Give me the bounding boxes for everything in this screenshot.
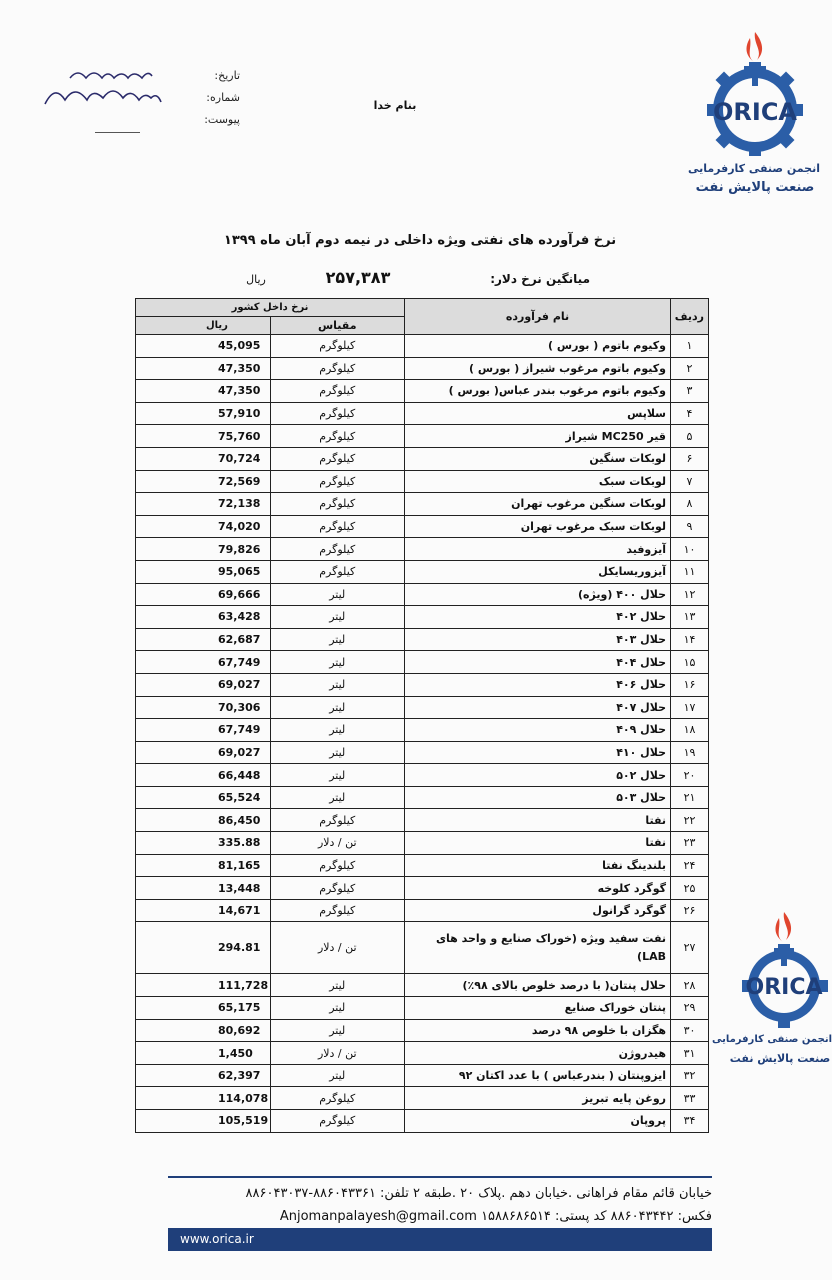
table-row	[136, 380, 709, 403]
product-price: 47,350	[136, 380, 271, 403]
product-price: 80,692	[136, 1019, 271, 1042]
product-name: روغن پایه تبریز	[405, 1087, 671, 1110]
product-unit: لیتر	[270, 1064, 405, 1087]
dollar-rate-unit: ریال	[246, 273, 266, 286]
row-number: ۲۶	[671, 899, 709, 922]
header-price: ریال	[136, 317, 271, 335]
product-price: 75,760	[136, 425, 271, 448]
product-unit: لیتر	[270, 974, 405, 997]
table-row	[136, 628, 709, 651]
row-number: ۶	[671, 447, 709, 470]
product-name: لوبکات سبک	[405, 470, 671, 493]
product-unit: کیلوگرم	[270, 560, 405, 583]
product-unit: لیتر	[270, 651, 405, 674]
product-name: پنتان خوراک صنایع	[405, 997, 671, 1020]
product-name: هیدروژن	[405, 1042, 671, 1065]
svg-text:ORICA: ORICA	[745, 975, 823, 1000]
product-price: 65,524	[136, 786, 271, 809]
row-number: ۲۸	[671, 974, 709, 997]
row-number: ۲۰	[671, 764, 709, 787]
product-name: حلال ۴۰۰ (ویژه)	[405, 583, 671, 606]
logo-caption-2: صنعت پالایش نفت	[695, 180, 815, 195]
product-name: لوبکات سنگین مرغوب تهران	[405, 493, 671, 516]
product-price: 294.81	[136, 922, 271, 974]
table-row	[136, 538, 709, 561]
product-price: 62,687	[136, 628, 271, 651]
product-name: بلندینگ نفتا	[405, 854, 671, 877]
table-row	[136, 786, 709, 809]
header-product-name: نام فرآورده	[405, 299, 671, 335]
product-unit: لیتر	[270, 583, 405, 606]
table-row	[136, 470, 709, 493]
product-price: 67,749	[136, 651, 271, 674]
table-row	[136, 997, 709, 1020]
product-price: 72,138	[136, 493, 271, 516]
logo-side-wordmark	[728, 970, 832, 1000]
row-number: ۱۲	[671, 583, 709, 606]
price-table	[135, 298, 709, 1133]
attachment-line	[95, 132, 140, 133]
logo-side-caption-2: صنعت پالایش نفت	[729, 1052, 831, 1065]
product-price: 66,448	[136, 764, 271, 787]
document-title: نرخ فرآورده های نفتی ویژه داخلی در نیمه دوم آبان ماه ۱۳۹۹	[223, 233, 617, 248]
product-price: 69,666	[136, 583, 271, 606]
footer-address: خیابان قائم مقام فراهانی .خیابان دهم .پلاک ۲۰ .طبقه ۲ تلفن: ۸۸۶۰۴۳۳۶۱-۸۸۶۰۴۳۰۳۷	[245, 1186, 712, 1201]
product-unit: تن / دلار	[270, 832, 405, 855]
product-unit: تن / دلار	[270, 1042, 405, 1065]
gear-icon	[690, 30, 820, 160]
table-row	[136, 1042, 709, 1065]
product-unit: لیتر	[270, 719, 405, 742]
product-unit: کیلوگرم	[270, 425, 405, 448]
product-price: 79,826	[136, 538, 271, 561]
price-table-body	[136, 335, 709, 1133]
row-number: ۲۲	[671, 809, 709, 832]
product-unit: لیتر	[270, 764, 405, 787]
product-unit: کیلوگرم	[270, 899, 405, 922]
table-row	[136, 854, 709, 877]
product-name: حلال ۴۱۰	[405, 741, 671, 764]
row-number: ۱۱	[671, 560, 709, 583]
table-row	[136, 832, 709, 855]
product-price: 62,397	[136, 1064, 271, 1087]
row-number: ۱۴	[671, 628, 709, 651]
product-unit: کیلوگرم	[270, 402, 405, 425]
product-price: 111,728	[136, 974, 271, 997]
table-row	[136, 1087, 709, 1110]
row-number: ۳۴	[671, 1110, 709, 1133]
product-unit: کیلوگرم	[270, 809, 405, 832]
product-price: 69,027	[136, 673, 271, 696]
product-name: حلال ۴۰۶	[405, 673, 671, 696]
row-number: ۲۱	[671, 786, 709, 809]
product-name: حلال ۴۰۲	[405, 606, 671, 629]
table-row	[136, 764, 709, 787]
basmala: بنام خدا	[373, 99, 417, 112]
product-price: 63,428	[136, 606, 271, 629]
product-price: 105,519	[136, 1110, 271, 1133]
product-unit: کیلوگرم	[270, 380, 405, 403]
product-name: قیر MC250 شیراز	[405, 425, 671, 448]
row-number: ۵	[671, 425, 709, 448]
row-number: ۲۳	[671, 832, 709, 855]
product-name: هگزان با خلوص ۹۸ درصد	[405, 1019, 671, 1042]
product-name: گوگرد کلوخه	[405, 877, 671, 900]
product-price: 67,749	[136, 719, 271, 742]
table-row	[136, 974, 709, 997]
product-unit: کیلوگرم	[270, 877, 405, 900]
table-row	[136, 719, 709, 742]
row-number: ۱۳	[671, 606, 709, 629]
table-row	[136, 809, 709, 832]
product-unit: کیلوگرم	[270, 470, 405, 493]
footer-rule	[168, 1176, 712, 1178]
table-row	[136, 877, 709, 900]
product-price: 57,910	[136, 402, 271, 425]
product-unit: لیتر	[270, 741, 405, 764]
product-unit: کیلوگرم	[270, 1110, 405, 1133]
product-price: 14,671	[136, 899, 271, 922]
table-row	[136, 696, 709, 719]
product-unit: کیلوگرم	[270, 538, 405, 561]
product-price: 70,724	[136, 447, 271, 470]
logo-wordmark	[690, 96, 820, 126]
row-number: ۲۴	[671, 854, 709, 877]
row-number: ۱۷	[671, 696, 709, 719]
attachment-label: پیوست:	[204, 113, 240, 126]
table-row	[136, 922, 709, 974]
product-unit: کیلوگرم	[270, 493, 405, 516]
product-price: 13,448	[136, 877, 271, 900]
product-price: 114,078	[136, 1087, 271, 1110]
product-unit: لیتر	[270, 1019, 405, 1042]
table-row	[136, 515, 709, 538]
table-row	[136, 447, 709, 470]
product-price: 65,175	[136, 997, 271, 1020]
product-name: نفتا	[405, 832, 671, 855]
product-name: حلال ۵۰۲	[405, 764, 671, 787]
row-number: ۴	[671, 402, 709, 425]
product-unit: کیلوگرم	[270, 447, 405, 470]
row-number: ۳۳	[671, 1087, 709, 1110]
table-row	[136, 1110, 709, 1133]
product-unit: تن / دلار	[270, 922, 405, 974]
product-name: حلال ۴۰۴	[405, 651, 671, 674]
table-row	[136, 357, 709, 380]
product-name: حلال ۵۰۳	[405, 786, 671, 809]
row-number: ۲	[671, 357, 709, 380]
product-unit: کیلوگرم	[270, 854, 405, 877]
handwritten-date-and-number	[40, 60, 190, 120]
product-name: حلال ۴۰۹	[405, 719, 671, 742]
footer-fax-postal: فکس: ۸۸۶۰۴۳۴۴۲ کد پستی: ۱۵۸۸۶۸۶۵۱۴ Anjomanpalayesh@gmail.com	[279, 1209, 712, 1224]
product-name: نفت سفید ویژه (خوراک صنایع و واحد های LAB)	[405, 922, 671, 974]
row-number: ۲۵	[671, 877, 709, 900]
number-label: شماره:	[206, 91, 240, 104]
table-row	[136, 560, 709, 583]
product-name: لوبکات سبک مرغوب تهران	[405, 515, 671, 538]
product-name: نفتا	[405, 809, 671, 832]
table-row	[136, 425, 709, 448]
product-unit: لیتر	[270, 997, 405, 1020]
table-row	[136, 899, 709, 922]
product-name: ایزوپنتان ( بندرعباس ) با عدد اکتان ۹۲	[405, 1064, 671, 1087]
row-number: ۲۷	[671, 922, 709, 974]
table-row	[136, 1019, 709, 1042]
product-name: آیزوفید	[405, 538, 671, 561]
dollar-rate-label: میانگین نرخ دلار:	[490, 272, 590, 286]
row-number: ۱۸	[671, 719, 709, 742]
product-price: 81,165	[136, 854, 271, 877]
orica-logo-side	[711, 910, 832, 1080]
product-price: 95,065	[136, 560, 271, 583]
product-unit: لیتر	[270, 606, 405, 629]
product-name: وکیوم باتوم مرغوب بندر عباس( بورس )	[405, 380, 671, 403]
product-price: 69,027	[136, 741, 271, 764]
header-unit: مقیاس	[270, 317, 405, 335]
table-row	[136, 402, 709, 425]
product-name: وکیوم باتوم ( بورس )	[405, 335, 671, 358]
product-name: حلال ۴۰۷	[405, 696, 671, 719]
row-number: ۱۰	[671, 538, 709, 561]
product-price: 1,450	[136, 1042, 271, 1065]
table-row	[136, 673, 709, 696]
table-row	[136, 583, 709, 606]
product-name: پروپان	[405, 1110, 671, 1133]
product-unit: کیلوگرم	[270, 335, 405, 358]
header-domestic-rate: نرخ داخل کشور	[136, 299, 405, 317]
product-price: 86,450	[136, 809, 271, 832]
product-name: وکیوم باتوم مرغوب شیراز ( بورس )	[405, 357, 671, 380]
table-row	[136, 651, 709, 674]
row-number: ۱۶	[671, 673, 709, 696]
table-row	[136, 606, 709, 629]
logo-side-caption-1: انجمن صنفی کارفرمایی	[711, 1034, 832, 1045]
product-unit: کیلوگرم	[270, 1087, 405, 1110]
product-name: لوبکات سنگین	[405, 447, 671, 470]
row-number: ۳	[671, 380, 709, 403]
header-row-number: ردیف	[671, 299, 709, 335]
product-unit: کیلوگرم	[270, 357, 405, 380]
row-number: ۲۹	[671, 997, 709, 1020]
row-number: ۳۱	[671, 1042, 709, 1065]
row-number: ۱۵	[671, 651, 709, 674]
footer	[168, 1182, 712, 1246]
dollar-rate-value: ۲۵۷,۳۸۳	[325, 268, 391, 287]
product-price: 74,020	[136, 515, 271, 538]
product-name: حلال پنتان( با درصد خلوص بالای ۹۸٪)	[405, 974, 671, 997]
product-unit: لیتر	[270, 673, 405, 696]
row-number: ۱۹	[671, 741, 709, 764]
row-number: ۱	[671, 335, 709, 358]
row-number: ۸	[671, 493, 709, 516]
orica-logo	[687, 30, 820, 205]
table-row	[136, 335, 709, 358]
row-number: ۷	[671, 470, 709, 493]
table-row	[136, 1064, 709, 1087]
footer-website[interactable]: www.orica.ir	[168, 1228, 712, 1251]
row-number: ۹	[671, 515, 709, 538]
logo-caption-1: انجمن صنفی کارفرمایی	[687, 162, 820, 175]
product-name: حلال ۴۰۳	[405, 628, 671, 651]
product-price: 70,306	[136, 696, 271, 719]
product-name: آیزوریسایکل	[405, 560, 671, 583]
row-number: ۳۰	[671, 1019, 709, 1042]
svg-text:ORICA: ORICA	[713, 98, 797, 126]
product-unit: کیلوگرم	[270, 515, 405, 538]
table-row	[136, 493, 709, 516]
product-name: سلاپس	[405, 402, 671, 425]
product-unit: لیتر	[270, 696, 405, 719]
product-unit: لیتر	[270, 786, 405, 809]
product-price: 72,569	[136, 470, 271, 493]
table-row	[136, 741, 709, 764]
product-price: 45,095	[136, 335, 271, 358]
product-name: گوگرد گرانول	[405, 899, 671, 922]
product-price: 47,350	[136, 357, 271, 380]
date-label: تاریخ:	[214, 69, 240, 82]
row-number: ۳۲	[671, 1064, 709, 1087]
product-price: 335.88	[136, 832, 271, 855]
product-unit: لیتر	[270, 628, 405, 651]
